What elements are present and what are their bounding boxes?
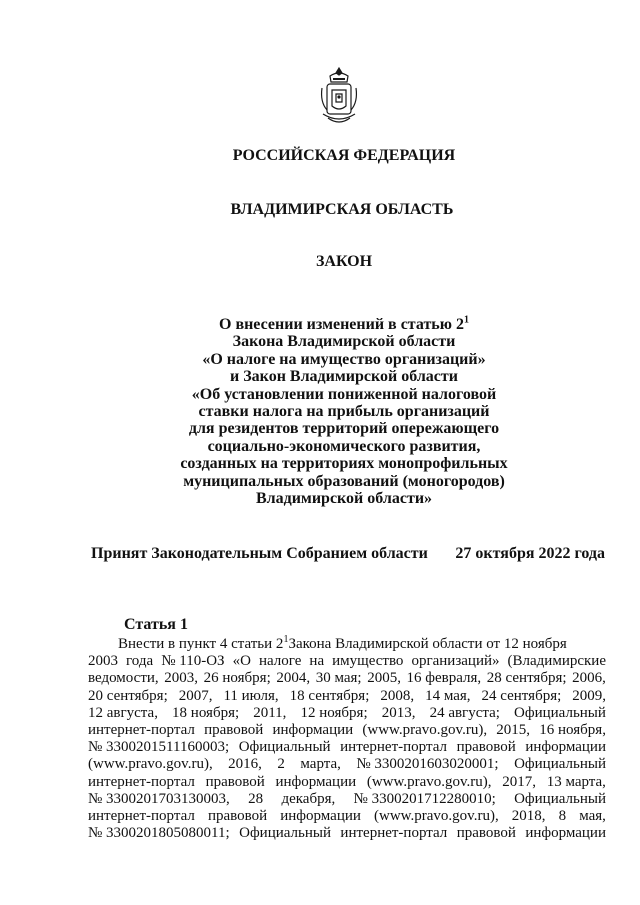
article-word: ведомости, (88, 670, 159, 687)
article-word: «О (232, 653, 251, 670)
article-word: 11 июля, (223, 687, 279, 704)
article-word: 30 мая; (315, 670, 362, 687)
article-word: Официальный (239, 825, 331, 842)
article-word: 28 сентября; (486, 670, 567, 687)
article-word: налоге (258, 653, 302, 670)
article-line (88, 774, 606, 791)
article-word: правовой (207, 808, 268, 825)
article-word: 2007, (178, 687, 213, 704)
article-word: организаций» (411, 653, 500, 670)
header-doc-type: ЗАКОН (315, 253, 373, 270)
article-word: правовой (205, 773, 265, 790)
article-word: № 3300201511160003; (88, 739, 230, 756)
adoption-line (91, 544, 605, 564)
article-word: 2018, (511, 808, 546, 825)
article-word: 2009, (572, 687, 606, 704)
article-word: 2004, (276, 670, 311, 687)
article-word: 2 (277, 756, 285, 773)
article-word: (www.pravo.gov.ru), (374, 808, 499, 825)
article-line (88, 808, 606, 825)
article-word: Официальный (238, 739, 331, 756)
title-line: социально-экономического развития, (207, 437, 481, 455)
adoption-label: Принят Законодательным Собранием области (91, 545, 428, 562)
article-lines (88, 653, 606, 842)
article-word: 12 августа, (88, 704, 158, 721)
article-word: 2017, (502, 773, 536, 790)
article-word: 26 ноября; (203, 670, 271, 687)
article-word: Официальный (514, 704, 606, 721)
title-line: «Об установлении пониженной налоговой (191, 385, 497, 403)
article-first-line: Внести в пункт 4 статьи $2^1Закона$ Владимирской области от 12 ноября (118, 634, 567, 652)
article-word: 18 ноября; (172, 704, 240, 721)
article-word: марта, (300, 756, 341, 773)
article-line (88, 739, 606, 756)
article-body (88, 636, 606, 842)
title-line: созданных на территориях монопрофильных (180, 455, 508, 473)
adoption-date: 27 октября 2022 года (455, 545, 605, 562)
article-word: интернет-портал (340, 739, 447, 756)
article-word: 28 (248, 790, 264, 807)
article-word: 24 сентября; (481, 687, 562, 704)
article-word: года (126, 653, 154, 670)
article-word: информации (525, 739, 606, 756)
article-word: имущество (332, 653, 404, 670)
title-line: и Закон Владимирской области (230, 368, 458, 386)
article-word: 14 мая, (425, 687, 471, 704)
article-word: информации (275, 773, 357, 790)
article-word: декабря, (281, 790, 336, 807)
article-word: интернет-портал (88, 808, 195, 825)
article-heading: Статья 1 (124, 616, 188, 633)
header-region: ВЛАДИМИРСКАЯ ОБЛАСТЬ (230, 201, 454, 218)
article-word: информации (280, 808, 361, 825)
coat-of-arms-emblem (318, 66, 360, 128)
article-word: 2015, (496, 722, 531, 739)
article-word: № 3300201603020001; (356, 756, 499, 773)
article-word: 2016, (228, 756, 262, 773)
article-word: правовой (456, 825, 516, 842)
article-word: (Владимирские (507, 653, 606, 670)
article-word: № 110-ОЗ (161, 653, 225, 670)
article-word: 2005, (367, 670, 401, 687)
article-word: 8 (558, 808, 567, 825)
article-line (88, 653, 606, 670)
article-word: правовой (204, 722, 264, 739)
article-line (88, 722, 606, 739)
title-line: Закона Владимирской области (232, 333, 456, 351)
article-word: правовой (456, 739, 516, 756)
article-word: интернет-портал (340, 825, 448, 842)
article-word: мая, (579, 808, 606, 825)
article-word: 13 марта, (546, 773, 606, 790)
article-word: Официальный (514, 756, 606, 773)
article-word: 2011, (253, 704, 287, 721)
title-line: ставки налога на прибыль организаций (198, 403, 490, 421)
article-line (88, 825, 606, 842)
article-word: 18 сентября; (289, 687, 370, 704)
article-line (88, 791, 606, 808)
article-word: информации (272, 722, 354, 739)
article-word: № 3300201712280010; (353, 790, 496, 807)
article-line (88, 688, 606, 705)
article-word: (www.pravo.gov.ru), (362, 722, 488, 739)
article-word: (www.pravo.gov.ru), (88, 756, 213, 773)
title-line: О внесении изменений в статью $2^1$ (219, 314, 469, 333)
title-line: Владимирской области» (255, 490, 433, 508)
article-word: (www.pravo.gov.ru), (366, 773, 492, 790)
title-line: «О налоге на имущество организаций» (202, 350, 486, 368)
header-country: РОССИЙСКАЯ ФЕДЕРАЦИЯ (232, 147, 456, 164)
article-word: 2003, (164, 670, 199, 687)
article-word: информации (525, 825, 606, 842)
title-line: муниципальных образований (моногородов) (183, 472, 505, 490)
article-word: № 3300201805080011; (88, 825, 230, 842)
article-word: 12 ноября; (300, 704, 368, 721)
article-line (88, 705, 606, 722)
article-word: 24 августа; (429, 704, 500, 721)
article-word: 2008, (380, 687, 415, 704)
article-line (88, 670, 606, 687)
article-word: на (309, 653, 325, 670)
article-word: 16 февраля, (406, 670, 482, 687)
article-word: интернет-портал (88, 722, 195, 739)
article-word: интернет-портал (88, 773, 195, 790)
article-word: 2013, (381, 704, 416, 721)
law-title (44, 316, 640, 507)
article-word: Официальный (514, 790, 606, 807)
title-line: для резидентов территорий опережающего (188, 420, 500, 438)
article-word: № 3300201703130003, (88, 790, 230, 807)
article-word: 20 сентября; (88, 687, 168, 704)
article-word: 16 ноября, (539, 722, 606, 739)
article-word: 2003 (88, 653, 118, 670)
article-word: 2006, (572, 670, 606, 687)
article-line (88, 756, 606, 773)
